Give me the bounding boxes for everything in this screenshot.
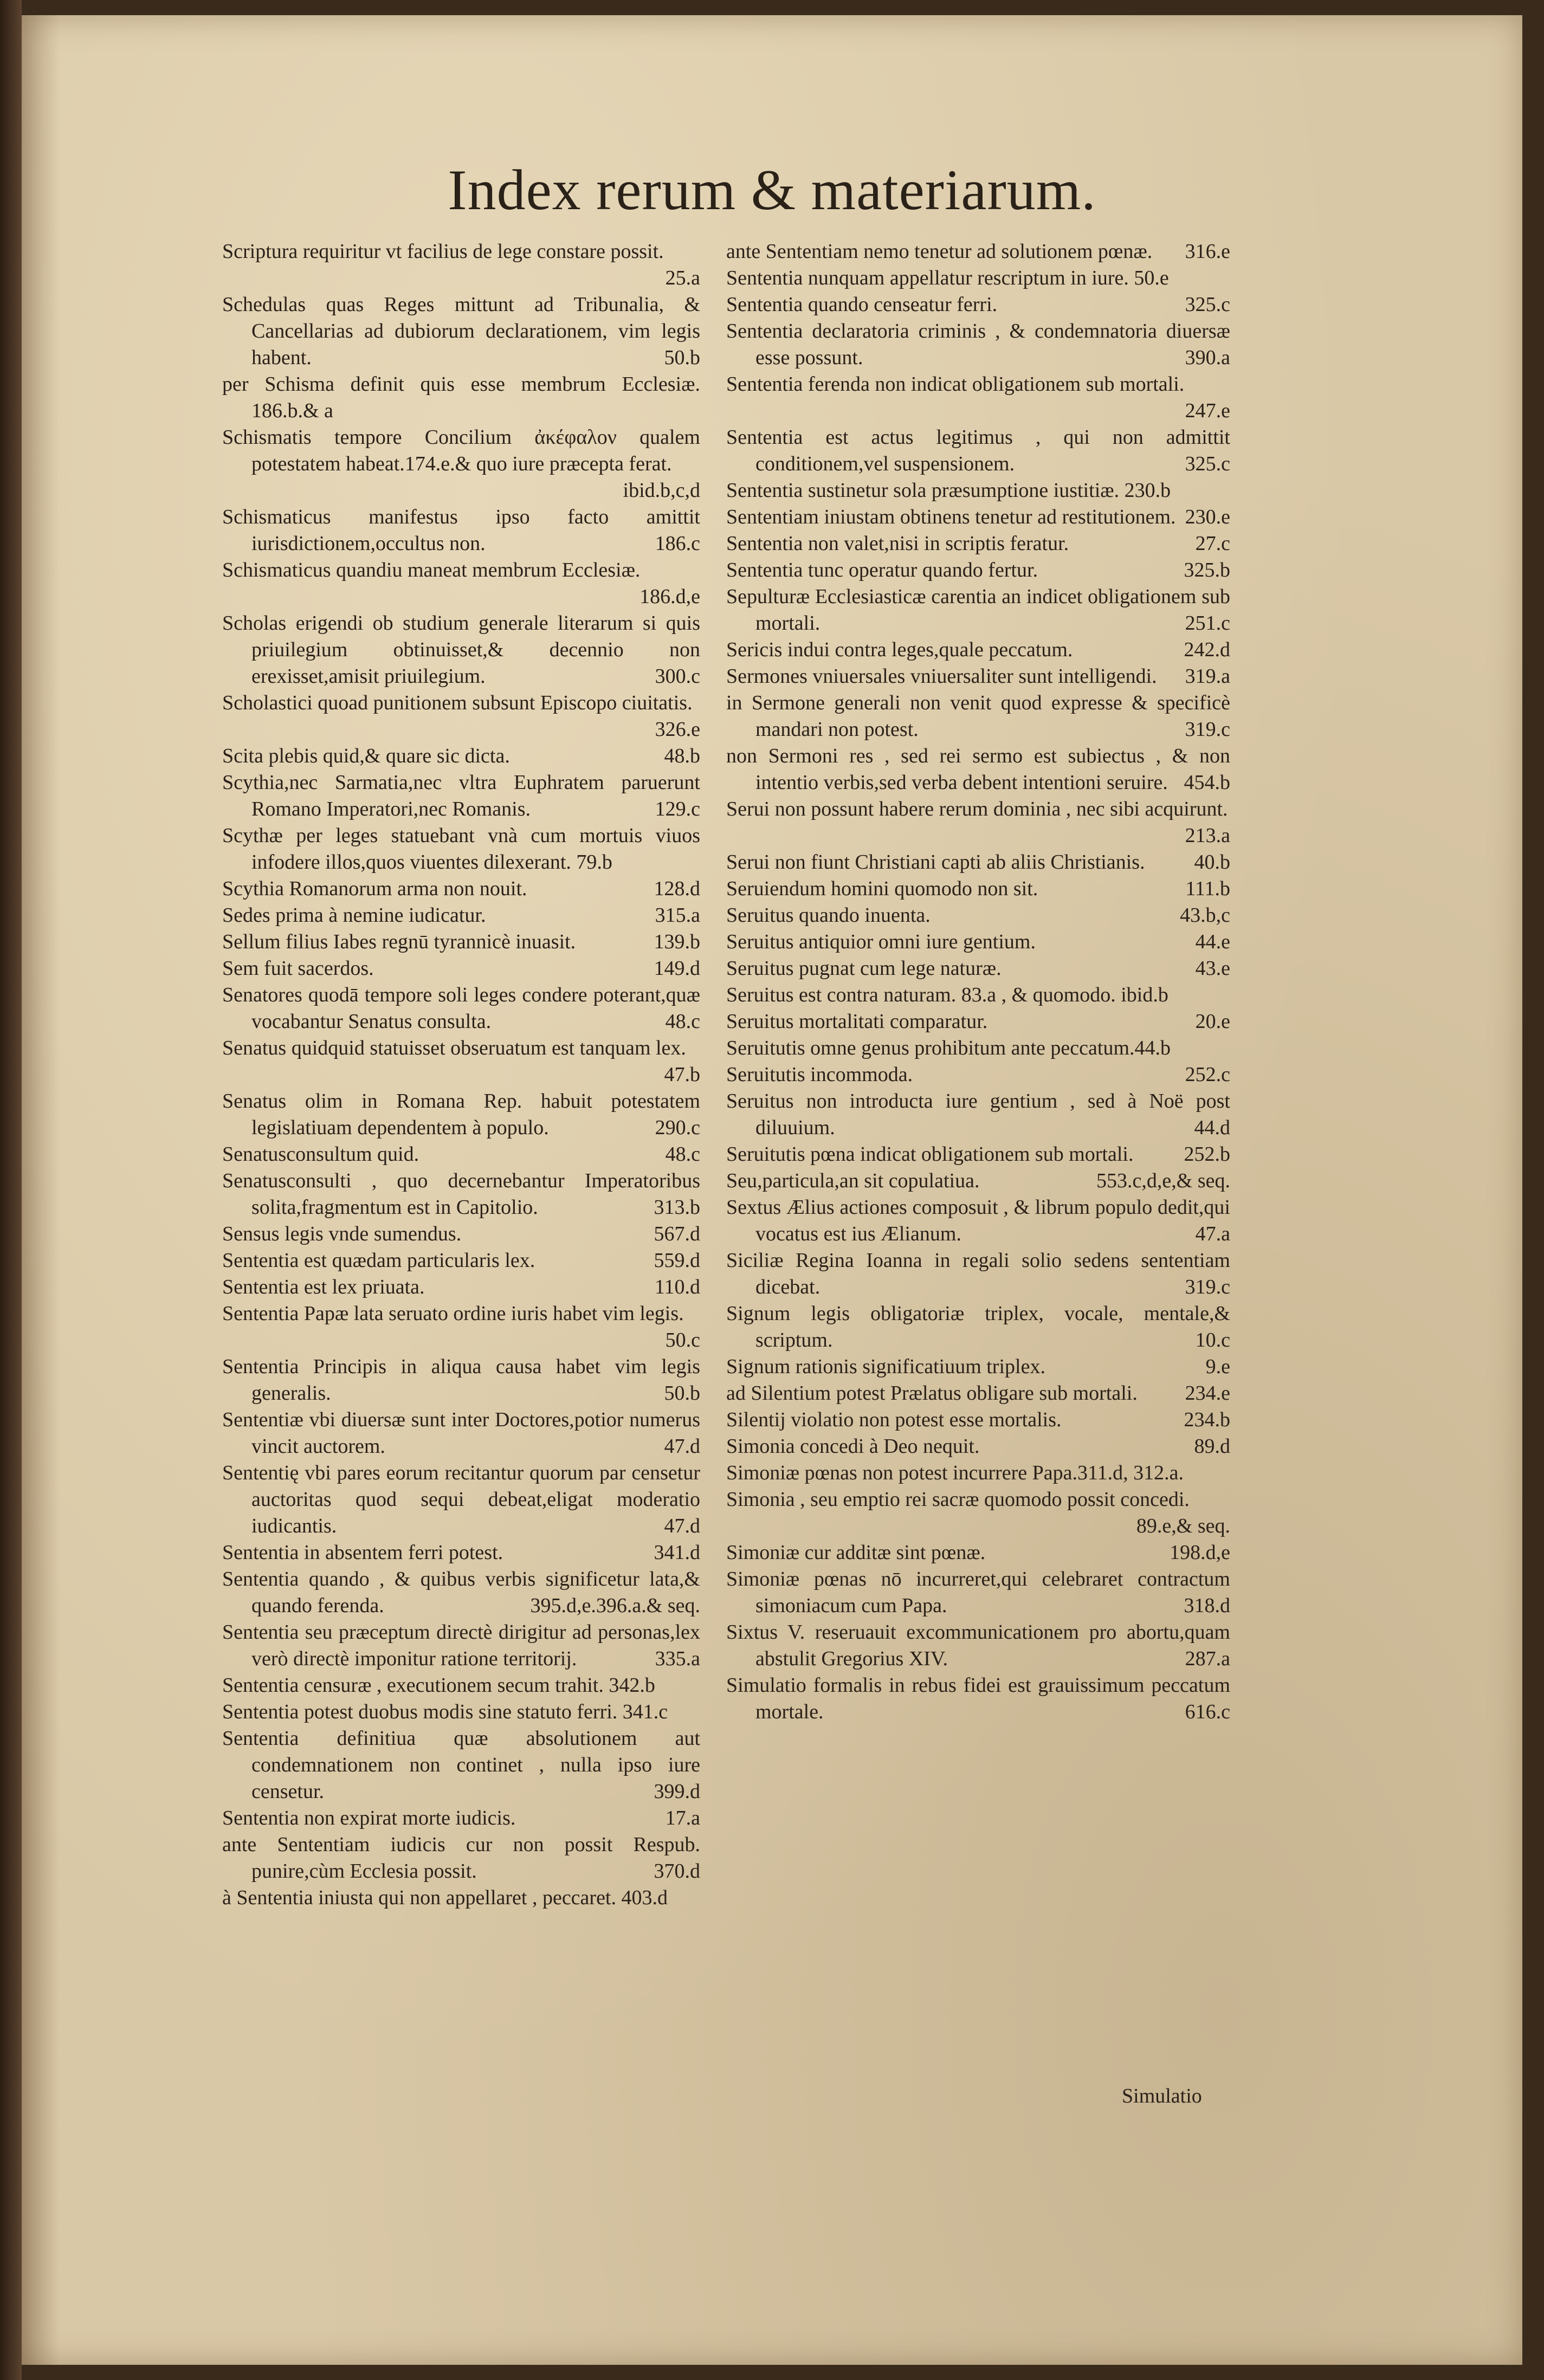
index-entry-reference: 399.d xyxy=(654,1780,700,1803)
index-entry xyxy=(222,1619,700,1672)
index-entry-reference: 252.c xyxy=(1185,1063,1230,1086)
index-entry xyxy=(222,902,700,929)
index-entry xyxy=(726,318,1230,371)
index-entry-text: Sententia censuræ , executionem secum trahit. 342.b xyxy=(222,1674,655,1697)
index-entry-text: ad Silentium potest Prælatus obligare sub mortali. xyxy=(726,1382,1138,1405)
index-entry xyxy=(726,1460,1230,1486)
index-entry xyxy=(222,1805,700,1832)
index-entry xyxy=(726,849,1230,876)
index-entry-reference: 326.e xyxy=(655,718,700,741)
index-entry-text: Sem fuit sacerdos. xyxy=(222,957,374,980)
index-entry xyxy=(222,1301,700,1354)
index-entry xyxy=(726,1168,1230,1194)
index-entry-text: Sententia non valet,nisi in scriptis feratur. xyxy=(726,532,1069,555)
index-entry xyxy=(222,1274,700,1301)
index-entry-reference: 616.c xyxy=(1185,1700,1230,1723)
index-entry xyxy=(222,1460,700,1540)
index-entry xyxy=(726,929,1230,955)
index-entry-text: Sententia potest duobus modis sine statuto ferri. 341.c xyxy=(222,1700,668,1723)
index-entry xyxy=(726,1035,1230,1062)
index-entry-text: Sententia Principis in aliqua causa habet vim legis generalis. xyxy=(222,1355,700,1405)
index-entry-reference: 43.b,c xyxy=(1180,904,1230,927)
index-entry-text: Sententia in absentem ferri potest. xyxy=(222,1541,503,1564)
index-entry-reference: 50.b xyxy=(664,1382,700,1405)
index-entry-reference: 234.e xyxy=(1185,1382,1230,1405)
index-entry-reference: 10.c xyxy=(1195,1329,1230,1351)
index-entry xyxy=(222,876,700,902)
index-entry xyxy=(222,690,700,743)
index-entry xyxy=(222,1088,700,1141)
index-entry-reference: 325.b xyxy=(1184,559,1230,581)
index-entry xyxy=(726,1301,1230,1354)
index-entry-text: in Sermone generali non venit quod expresse & specificè mandari non potest. xyxy=(726,691,1230,741)
index-entry xyxy=(726,292,1230,318)
index-entry-reference: 50.c xyxy=(665,1329,700,1351)
index-entry xyxy=(726,690,1230,743)
index-entry-reference: 149.d xyxy=(654,957,700,980)
index-entry-reference: 335.a xyxy=(655,1647,700,1670)
index-entry-text: Scythia,nec Sarmatia,nec vltra Euphratem paruerunt Romano Imperatori,nec Romanis. xyxy=(222,771,700,820)
index-entry-text: Sententia declaratoria criminis , & condemnatoria diuersæ esse possunt. xyxy=(726,320,1230,369)
index-entry-reference: 9.e xyxy=(1205,1355,1230,1378)
index-entry-text: Sententia est lex priuata. xyxy=(222,1276,425,1298)
index-entry-text: Signum rationis significatiuum triplex. xyxy=(726,1355,1045,1378)
index-entry xyxy=(222,1407,700,1460)
index-entry-text: Scholastici quoad punitionem subsunt Episcopo ciuitatis. xyxy=(222,691,693,714)
index-entry-text: Simonia concedi à Deo nequit. xyxy=(726,1435,980,1458)
index-entry xyxy=(726,1354,1230,1380)
index-entry-text: Sententia nunquam appellatur rescriptum in iure. 50.e xyxy=(726,267,1169,289)
index-entry-text: Sensus legis vnde sumendus. xyxy=(222,1223,462,1245)
index-entry-text: Silentij violatio non potest esse mortalis. xyxy=(726,1408,1062,1431)
index-entry xyxy=(222,1168,700,1221)
index-entry-text: Sententię vbi pares eorum recitantur quorum par censetur auctoritas quod sequi debeat,eligat moderatio iudicantis. xyxy=(222,1461,700,1537)
index-entry-text: ante Sententiam iudicis cur non possit Respub. punire,cùm Ecclesia possit. xyxy=(222,1833,700,1883)
index-entry-reference: 110.d xyxy=(654,1276,700,1298)
index-entry-reference: 48.c xyxy=(665,1143,700,1166)
index-entry xyxy=(222,1247,700,1274)
index-entry xyxy=(726,424,1230,477)
index-entry xyxy=(726,1486,1230,1540)
index-entry-text: Sententia quando , & quibus verbis significetur lata,& quando ferenda. xyxy=(222,1568,700,1617)
index-entry xyxy=(222,1221,700,1247)
index-entry-text: Scita plebis quid,& quare sic dicta. xyxy=(222,745,510,767)
index-entry-reference: 287.a xyxy=(1185,1647,1230,1670)
index-entry xyxy=(726,1433,1230,1460)
index-entry xyxy=(222,1035,700,1088)
index-entry xyxy=(222,769,700,823)
index-entry-text: Seruitus non introducta iure gentium , sed à Noë post diluuium. xyxy=(726,1090,1230,1139)
index-entry xyxy=(726,796,1230,849)
index-entry xyxy=(222,424,700,504)
index-entry xyxy=(726,637,1230,663)
index-entry xyxy=(726,876,1230,902)
index-entry-reference: 47.d xyxy=(664,1515,700,1537)
index-entry-text: non Sermoni res , sed rei sermo est subiectus , & non intentio verbis,sed verba debent intentioni seruire. xyxy=(726,745,1230,794)
index-entry xyxy=(726,557,1230,584)
index-entry-text: Sententia est quædam particularis lex. xyxy=(222,1249,535,1272)
index-entry-text: Simoniæ cur additæ sint pœnæ. xyxy=(726,1541,986,1564)
index-entry-text: Seruiendum homini quomodo non sit. xyxy=(726,877,1038,900)
index-entry-text: Sellum filius Iabes regnū tyrannicè inuasit. xyxy=(222,930,576,953)
index-entry-reference: 128.d xyxy=(654,877,700,900)
index-entry-text: Scythia Romanorum arma non nouit. xyxy=(222,877,527,900)
index-entry-reference: 341.d xyxy=(654,1541,700,1564)
index-entry-text: Simoniæ pœnas nō incurreret,qui celebraret contractum simoniacum cum Papa. xyxy=(726,1568,1230,1617)
book-spine-edge xyxy=(0,0,22,2380)
index-entry-text: Sententiæ vbi diuersæ sunt inter Doctores,potior numerus vincit auctorem. xyxy=(222,1408,700,1458)
index-entry-text: Seruitus mortalitati comparatur. xyxy=(726,1010,988,1033)
catchword: Simulatio xyxy=(1122,2085,1202,2107)
index-entry-text: Senatusconsultum quid. xyxy=(222,1143,419,1166)
index-entry-reference: 242.d xyxy=(1184,638,1230,661)
index-entry-reference: 247.e xyxy=(1185,399,1230,422)
index-entry-text: Sermones vniuersales vniuersaliter sunt intelligendi. xyxy=(726,665,1157,688)
index-entry-reference: 319.c xyxy=(1185,718,1230,741)
index-entry-reference: 230.e xyxy=(1185,506,1230,528)
index-entry-reference: 252.b xyxy=(1184,1143,1230,1166)
index-column-right xyxy=(726,238,1230,1725)
index-entry-text: Seruitutis omne genus prohibitum ante peccatum.44.b xyxy=(726,1037,1171,1059)
index-entry xyxy=(726,1672,1230,1725)
index-entry xyxy=(726,902,1230,929)
index-entry xyxy=(222,238,700,292)
index-entry xyxy=(222,1354,700,1407)
index-entry-reference: 129.c xyxy=(655,798,700,820)
index-entry-reference: 251.c xyxy=(1185,612,1230,635)
index-entry xyxy=(726,584,1230,637)
index-entry xyxy=(726,955,1230,982)
index-entry xyxy=(222,823,700,876)
page-title: Index rerum & materiarum. xyxy=(448,158,1096,222)
index-entry-reference: 395.d,e.396.a.& seq. xyxy=(530,1594,700,1617)
index-entry-text: Seu,particula,an sit copulatiua. xyxy=(726,1169,980,1192)
index-entry-text: ante Sententiam nemo tenetur ad solutionem pœnæ. xyxy=(726,240,1153,263)
index-entry-text: Signum legis obligatoriæ triplex, vocale, mentale,& scriptum. xyxy=(726,1302,1230,1351)
index-entry xyxy=(222,1885,700,1911)
index-entry-text: Simulatio formalis in rebus fidei est grauissimum peccatum mortale. xyxy=(726,1674,1230,1723)
index-entry-text: Sententia seu præceptum directè dirigitur ad personas,lex verò directè imponitur ratione territorij. xyxy=(222,1621,700,1670)
index-entry-reference: 316.e xyxy=(1185,240,1230,263)
index-entry xyxy=(222,557,700,610)
index-entry-reference: 186.d,e xyxy=(639,585,700,608)
index-entry xyxy=(726,1619,1230,1672)
index-entry-reference: 40.b xyxy=(1194,851,1230,874)
index-entry-text: Senatusconsulti , quo decernebantur Imperatoribus solita,fragmentum est in Capitolio. xyxy=(222,1169,700,1219)
index-entry xyxy=(726,982,1230,1008)
index-entry-text: Senatus quidquid statuisset obseruatum est tanquam lex. xyxy=(222,1037,686,1059)
index-entry-reference: 139.b xyxy=(654,930,700,953)
index-entry-reference: 390.a xyxy=(1185,346,1230,369)
index-entry xyxy=(726,743,1230,796)
index-entry-reference: 47.d xyxy=(664,1435,700,1458)
index-entry-text: Seruitus est contra naturam. 83.a , & quomodo. ibid.b xyxy=(726,984,1168,1006)
index-entry-reference: 17.a xyxy=(665,1807,700,1829)
index-entry-text: Schismatis tempore Concilium ἀκέφαλον qualem potestatem habeat.174.e.& quo iure præcepta ferat. xyxy=(222,426,700,475)
index-entry xyxy=(726,531,1230,557)
index-entry xyxy=(726,1141,1230,1168)
index-entry-text: Simonia , seu emptio rei sacræ quomodo possit concedi. xyxy=(726,1488,1190,1511)
index-entry-text: Sententia est actus legitimus , qui non admittit conditionem,vel suspensionem. xyxy=(726,426,1230,475)
index-entry-text: Schedulas quas Reges mittunt ad Tribunalia, & Cancellarias ad dubiorum declarationem, vim legis habent. xyxy=(222,293,700,369)
index-entry xyxy=(222,1725,700,1805)
index-entry-text: Scythæ per leges statuebant vnà cum mortuis viuos infodere illos,quos viuentes dilexerant. 79.b xyxy=(222,824,700,874)
index-entry-reference: 89.d xyxy=(1194,1435,1230,1458)
index-entry xyxy=(222,610,700,690)
index-entry-text: Seruitus pugnat cum lege naturæ. xyxy=(726,957,1002,980)
index-entry-text: Seruitus antiquior omni iure gentium. xyxy=(726,930,1036,953)
index-entry-text: Sericis indui contra leges,quale peccatum. xyxy=(726,638,1073,661)
index-entry-reference: 186.c xyxy=(655,532,700,555)
index-entry-text: Sententiam iniustam obtinens tenetur ad restitutionem. xyxy=(726,506,1176,528)
index-entry-reference: 319.c xyxy=(1185,1276,1230,1298)
index-entry-reference: 48.b xyxy=(664,745,700,767)
index-entry-reference: 27.c xyxy=(1195,532,1230,555)
index-entry-text: per Schisma definit quis esse membrum Ecclesiæ. 186.b.& a xyxy=(222,373,700,422)
index-entry-text: Simoniæ pœnas non potest incurrere Papa.311.d, 312.a. xyxy=(726,1461,1184,1484)
index-entry-text: Sententia sustinetur sola præsumptione iustitiæ. 230.b xyxy=(726,479,1171,502)
index-entry-reference: 48.c xyxy=(665,1010,700,1033)
index-entry xyxy=(726,1088,1230,1141)
index-entry xyxy=(222,929,700,955)
index-entry-text: Sententia Papæ lata seruato ordine iuris habet vim legis. xyxy=(222,1302,684,1325)
index-entry-reference: 198.d,e xyxy=(1170,1541,1230,1564)
index-entry xyxy=(222,292,700,371)
index-entry-text: Schismaticus manifestus ipso facto amittit iurisdictionem,occultus non. xyxy=(222,506,700,555)
index-entry-text: Schismaticus quandiu maneat membrum Ecclesiæ. xyxy=(222,559,641,581)
index-entry xyxy=(222,1540,700,1566)
index-entry xyxy=(726,238,1230,265)
index-entry xyxy=(726,477,1230,504)
index-entry-reference: 20.e xyxy=(1195,1010,1230,1033)
index-entry xyxy=(222,1699,700,1725)
index-entry xyxy=(726,1247,1230,1301)
index-entry xyxy=(726,265,1230,292)
index-entry-reference: 318.d xyxy=(1184,1594,1230,1617)
index-entry-reference: ibid.b,c,d xyxy=(623,479,700,502)
index-entry-text: Seruitus quando inuenta. xyxy=(726,904,931,927)
index-entry-reference: 454.b xyxy=(1184,771,1230,794)
index-entry xyxy=(222,1566,700,1619)
index-entry xyxy=(222,504,700,557)
index-entry-reference: 44.d xyxy=(1194,1116,1230,1139)
index-entry xyxy=(726,1008,1230,1035)
index-entry-reference: 553.c,d,e,& seq. xyxy=(1096,1169,1230,1192)
index-column-left xyxy=(222,238,700,1911)
index-entry-text: Sepulturæ Ecclesiasticæ carentia an indicet obligationem sub mortali. xyxy=(726,585,1230,635)
index-entry-text: Sententia ferenda non indicat obligationem sub mortali. xyxy=(726,373,1185,396)
index-entry xyxy=(726,1062,1230,1088)
index-entry-reference: 43.e xyxy=(1195,957,1230,980)
index-entry-reference: 559.d xyxy=(654,1249,700,1272)
index-entry-reference: 290.c xyxy=(655,1116,700,1139)
index-entry-reference: 47.a xyxy=(1195,1223,1230,1245)
index-entry-reference: 313.b xyxy=(654,1196,700,1219)
index-entry-text: Siciliæ Regina Ioanna in regali solio sedens sententiam dicebat. xyxy=(726,1249,1230,1298)
index-entry-text: Sixtus V. reseruauit excommunicationem pro abortu,quam abstulit Gregorius XIV. xyxy=(726,1621,1230,1670)
index-entry xyxy=(726,504,1230,531)
index-entry-text: Scholas erigendi ob studium generale literarum si quis priuilegium obtinuisset,& decennio non erexisset,amisit priuilegium. xyxy=(222,612,700,688)
index-entry xyxy=(222,955,700,982)
index-entry xyxy=(726,1566,1230,1619)
index-entry-reference: 319.a xyxy=(1185,665,1230,688)
index-entry xyxy=(222,982,700,1035)
index-entry xyxy=(726,663,1230,690)
index-entry-reference: 44.e xyxy=(1195,930,1230,953)
index-entry-text: Senatus olim in Romana Rep. habuit potestatem legislatiuam dependentem à populo. xyxy=(222,1090,700,1139)
index-entry-text: Serui non fiunt Christiani capti ab aliis Christianis. xyxy=(726,851,1145,874)
index-entry xyxy=(726,1540,1230,1566)
index-entry xyxy=(222,371,700,424)
index-entry-reference: 50.b xyxy=(664,346,700,369)
index-entry-reference: 325.c xyxy=(1185,293,1230,316)
index-entry xyxy=(222,1832,700,1885)
index-entry-reference: 89.e,& seq. xyxy=(1136,1515,1230,1537)
index-entry xyxy=(222,1141,700,1168)
index-entry-text: Scriptura requiritur vt facilius de lege constare possit. xyxy=(222,240,664,263)
index-entry-text: Sententia non expirat morte iudicis. xyxy=(222,1807,516,1829)
book-page xyxy=(22,15,1522,2365)
index-entry xyxy=(726,1407,1230,1433)
index-entry xyxy=(726,371,1230,424)
index-entry xyxy=(222,1672,700,1699)
index-entry xyxy=(726,1380,1230,1407)
index-entry-reference: 111.b xyxy=(1185,877,1230,900)
index-entry xyxy=(726,1194,1230,1247)
index-entry-text: Sedes prima à nemine iudicatur. xyxy=(222,904,486,927)
index-entry-text: Serui non possunt habere rerum dominia , nec sibi acquirunt. xyxy=(726,798,1228,820)
index-entry-reference: 325.c xyxy=(1185,452,1230,475)
index-entry-reference: 47.b xyxy=(664,1063,700,1086)
index-entry-reference: 213.a xyxy=(1185,824,1230,847)
index-entry-reference: 234.b xyxy=(1184,1408,1230,1431)
index-entry-reference: 567.d xyxy=(654,1223,700,1245)
index-entry-text: Sententia quando censeatur ferri. xyxy=(726,293,998,316)
index-entry-text: Sextus Ælius actiones composuit , & librum populo dedit,qui vocatus est ius Ælianum. xyxy=(726,1196,1230,1245)
index-entry-text: Seruitutis pœna indicat obligationem sub mortali. xyxy=(726,1143,1134,1166)
index-entry-reference: 370.d xyxy=(654,1860,700,1883)
index-entry xyxy=(222,743,700,769)
index-entry-text: Seruitutis incommoda. xyxy=(726,1063,913,1086)
index-entry-reference: 300.c xyxy=(655,665,700,688)
index-entry-reference: 25.a xyxy=(665,267,700,289)
index-entry-text: Senatores quodā tempore soli leges condere poterant,quæ vocabantur Senatus consulta. xyxy=(222,984,700,1033)
index-entry-text: Sententia definitiua quæ absolutionem aut condemnationem non continet , nulla ipso iure censetur. xyxy=(222,1727,700,1803)
index-entry-text: à Sententia iniusta qui non appellaret , peccaret. 403.d xyxy=(222,1886,668,1909)
index-entry-reference: 315.a xyxy=(655,904,700,927)
index-entry-text: Sententia tunc operatur quando fertur. xyxy=(726,559,1038,581)
